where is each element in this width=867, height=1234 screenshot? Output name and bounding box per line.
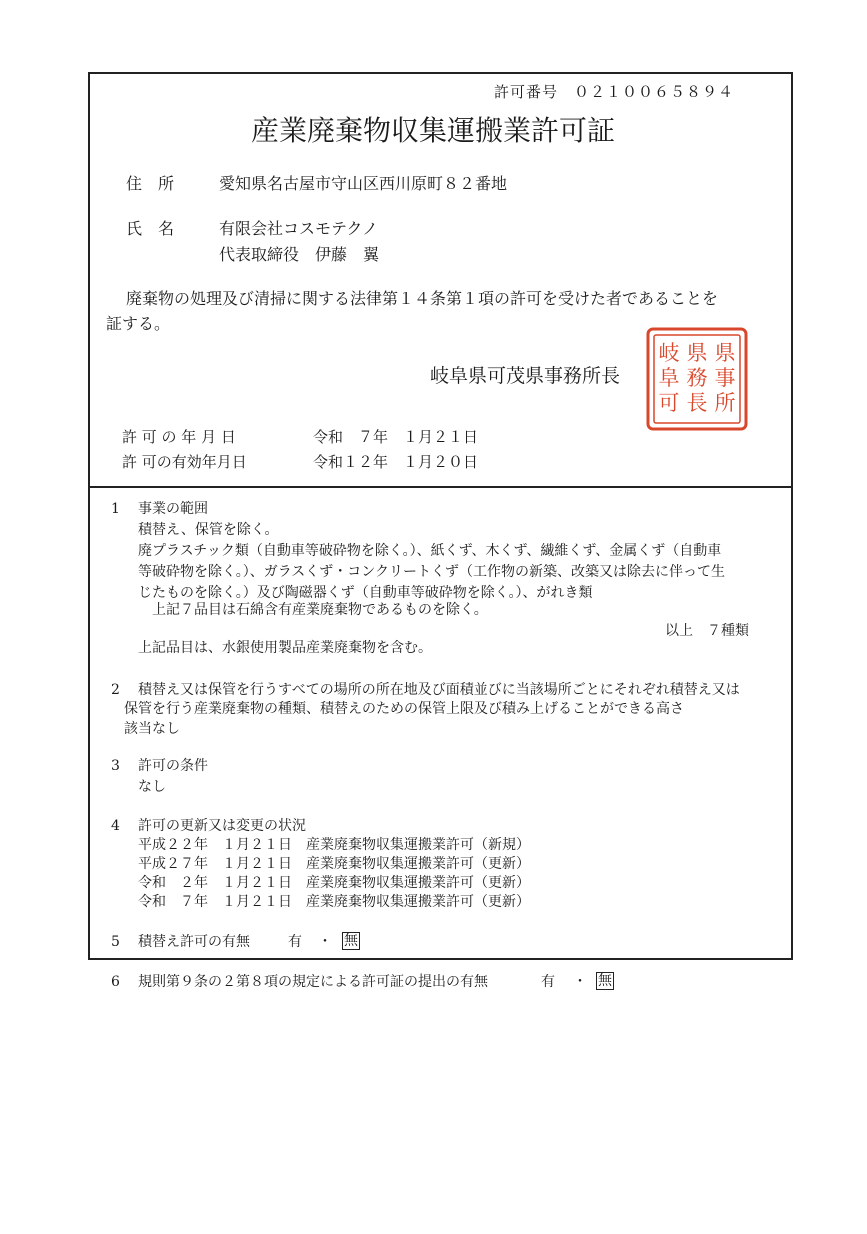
section-6-no-circled <box>596 972 614 990</box>
address-label: 住 所 <box>126 174 175 193</box>
section-5-label: 積替え許可の有無 <box>138 934 250 950</box>
history-row: 平成２２年 １月２１日 産業廃棄物収集運搬業許可（新規） <box>138 837 530 853</box>
permit-date-value: 令和 ７年 １月２１日 <box>313 428 479 446</box>
section-2-value: 該当なし <box>124 721 180 737</box>
history-row: 令和 ２年 １月２１日 産業廃棄物収集運搬業許可（更新） <box>138 875 530 891</box>
section-divider <box>90 486 791 488</box>
section-1-line-1: 積替え、保管を除く。 <box>138 522 279 538</box>
section-5-no-circled <box>342 932 360 950</box>
history-row: 令和 ７年 １月２１日 産業廃棄物収集運搬業許可（更新） <box>138 894 530 910</box>
statement-line-1: 廃棄物の処理及び清掃に関する法律第１４条第１項の許可を受けた者であることを <box>126 289 719 308</box>
representative-name: 代表取締役 伊藤 翼 <box>219 245 380 264</box>
section-1-line-5: 上記７品目は石綿含有産業廃棄物であるものを除く。 <box>152 602 488 618</box>
section-6-no: 無 <box>598 973 612 989</box>
company-name: 有限会社コスモテクノ <box>219 219 379 238</box>
section-3-heading: 許可の条件 <box>138 758 208 774</box>
section-1-total: 以上 ７種類 <box>665 623 749 639</box>
svg-text:岐: 岐 <box>658 341 680 365</box>
svg-text:県: 県 <box>686 341 708 365</box>
section-1-line-2: 廃プラスチック類（自動車等破砕物を除く。）、紙くず、木くず、繊維くず、金属くず（自動車 <box>138 543 722 559</box>
section-3-number: 3 <box>111 758 120 774</box>
history-row: 平成２７年 １月２１日 産業廃棄物収集運搬業許可（更新） <box>138 856 530 872</box>
section-6-separator: ・ <box>573 974 587 990</box>
section-6-yes: 有 <box>541 974 555 990</box>
issuer-name: 岐阜県可茂県事務所長 <box>430 365 621 387</box>
svg-text:阜: 阜 <box>658 366 680 390</box>
svg-text:所: 所 <box>714 391 736 415</box>
section-4-number: 4 <box>111 818 120 834</box>
section-5-number: 5 <box>111 934 120 950</box>
section-2-line-1: 積替え又は保管を行うすべての場所の所在地及び面積並びに当該場所ごとにそれぞれ積替え又は <box>138 682 740 698</box>
section-3-value: なし <box>138 779 166 795</box>
section-1-line-4: じたものを除く。）及び陶磁器くず（自動車等破砕物を除く。）、がれき類 <box>138 585 593 601</box>
expiry-date-value: 令和１２年 １月２０日 <box>313 453 479 471</box>
svg-text:務: 務 <box>686 366 708 390</box>
svg-text:事: 事 <box>714 366 736 390</box>
permit-number: 許可番号 ０２１００６５８９４ <box>494 83 735 101</box>
svg-text:長: 長 <box>686 391 708 415</box>
official-seal <box>645 326 749 432</box>
section-6-number: 6 <box>111 974 120 990</box>
address-value: 愛知県名古屋市守山区西川原町８２番地 <box>219 174 508 193</box>
seal-graphic <box>645 326 749 432</box>
section-1-line-3: 等破砕物を除く。）、ガラスくず・コンクリートくず（工作物の新築、改築又は除去に伴って生 <box>138 564 726 580</box>
expiry-date-label: 許 可の有効年月日 <box>122 453 247 471</box>
section-2-number: 2 <box>111 682 120 698</box>
section-5-no: 無 <box>344 933 358 949</box>
svg-text:可: 可 <box>658 391 680 415</box>
section-2-line-2: 保管を行う産業廃棄物の種類、積替えのための保管上限及び積み上げることができる高さ <box>124 701 684 717</box>
section-5-separator: ・ <box>318 934 332 950</box>
statement-line-2: 証する。 <box>106 314 171 333</box>
document-title: 産業廃棄物収集運搬業許可証 <box>251 114 616 147</box>
section-1-heading: 事業の範囲 <box>138 501 208 517</box>
section-1-number: 1 <box>111 501 120 517</box>
section-1-line-6: 上記品目は、水銀使用製品産業廃棄物を含む。 <box>138 640 432 656</box>
permit-date-label: 許 可 の 年 月 日 <box>122 428 236 446</box>
section-6-label: 規則第９条の２第８項の規定による許可証の提出の有無 <box>138 974 488 990</box>
section-5-yes: 有 <box>288 934 302 950</box>
section-4-heading: 許可の更新又は変更の状況 <box>138 818 306 834</box>
name-label: 氏 名 <box>126 219 175 238</box>
svg-text:県: 県 <box>714 341 736 365</box>
